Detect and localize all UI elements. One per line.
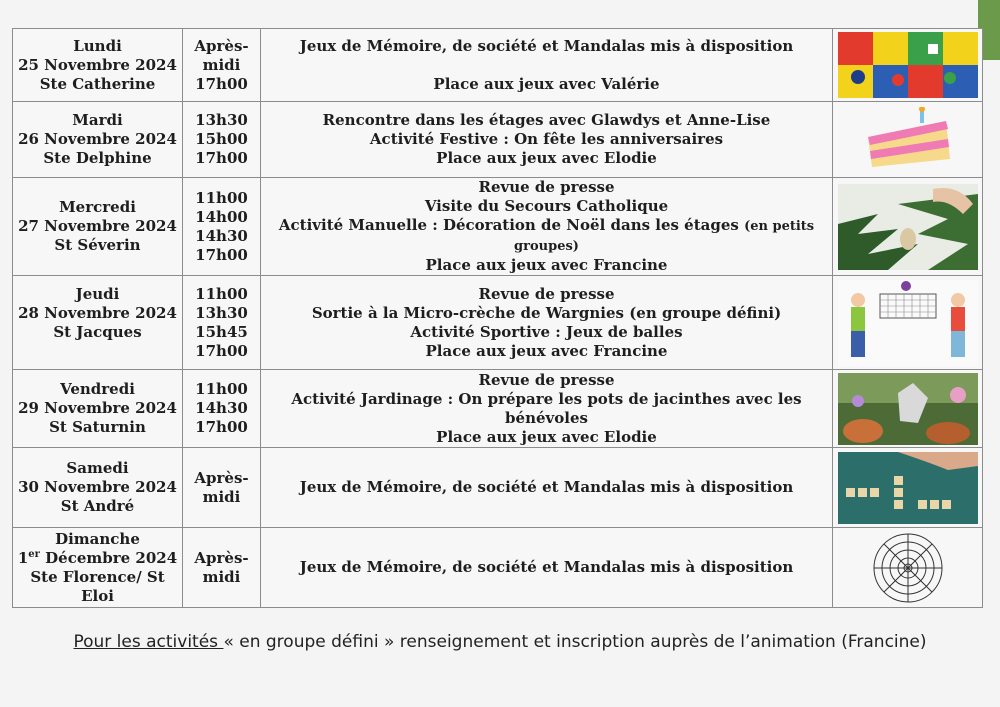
activity-label: Activité Sportive : Jeux de balles — [410, 322, 683, 341]
image-cell — [833, 528, 983, 608]
time-label: Après- — [194, 548, 249, 567]
day-cell — [13, 276, 183, 370]
time-cell — [183, 448, 261, 528]
table-row — [13, 276, 983, 370]
time-label: 15h00 — [195, 130, 248, 148]
activity-label: Place aux jeux avec Francine — [425, 341, 668, 360]
time-label: 17h00 — [195, 418, 248, 436]
day-date — [15, 549, 180, 568]
time-cell — [183, 102, 261, 178]
day-cell — [13, 370, 183, 448]
time-label: midi — [202, 487, 241, 506]
day-saint: St Saturnin — [49, 418, 146, 436]
image-cell — [833, 102, 983, 178]
day-cell — [13, 448, 183, 528]
time-label: 17h00 — [195, 341, 248, 360]
activity-label: Revue de presse — [478, 370, 615, 389]
time-label: 14h30 — [195, 399, 248, 417]
scrabble-photo — [838, 452, 978, 524]
time-label: 13h30 — [195, 303, 248, 322]
activity-cell — [261, 276, 833, 370]
footer-text: « en groupe défini » renseignement et inscription auprès de l’animation (Francine) — [223, 632, 927, 652]
time-label: midi — [202, 55, 241, 74]
activity-label-with-note — [263, 216, 830, 256]
activity-label: Place aux jeux avec Elodie — [436, 427, 657, 446]
activity-cell — [261, 29, 833, 102]
day-saint: St André — [60, 497, 135, 515]
footer-note — [0, 632, 1000, 652]
time-label: 14h30 — [195, 226, 248, 245]
time-label: 11h00 — [195, 284, 248, 303]
spacer — [15, 342, 180, 361]
day-name: Mercredi — [59, 198, 136, 216]
day-date: 25 Novembre 2024 — [18, 55, 177, 74]
activity-label: Jeux de Mémoire, de société et Mandalas mis à disposition — [299, 478, 794, 496]
activity-cell — [261, 102, 833, 178]
activity-label: Jeux de Mémoire, de société et Mandalas mis à disposition — [299, 558, 794, 576]
time-label: 17h00 — [195, 245, 248, 264]
day-date-month: Décembre 2024 — [39, 548, 178, 567]
day-cell — [13, 102, 183, 178]
activity-label: Revue de presse — [478, 284, 615, 303]
image-cell — [833, 370, 983, 448]
activity-label: Place aux jeux avec Valérie — [433, 74, 660, 93]
mandala-icon — [870, 532, 946, 604]
time-cell — [183, 178, 261, 276]
time-cell — [183, 276, 261, 370]
activity-label: Place aux jeux avec Elodie — [436, 149, 657, 167]
volleyball-seniors-icon — [838, 280, 978, 366]
weekly-schedule-table — [12, 28, 983, 608]
day-saint: St Jacques — [53, 322, 142, 341]
activity-cell — [261, 448, 833, 528]
christmas-decoration-photo — [838, 184, 978, 270]
activity-cell — [261, 370, 833, 448]
table-row — [13, 102, 983, 178]
day-date-ordinal: er — [28, 548, 40, 560]
gardening-photo — [838, 373, 978, 445]
activity-spacer — [263, 56, 830, 75]
time-label: 13h30 — [195, 111, 248, 129]
time-label: 11h00 — [195, 188, 248, 207]
board-game-photo — [838, 32, 978, 98]
time-label: 15h45 — [195, 322, 248, 341]
image-cell — [833, 29, 983, 102]
time-label: midi — [202, 567, 241, 586]
day-name: Dimanche — [55, 529, 140, 548]
activity-label: Activité Jardinage : On prépare les pots de jacinthes avec les bénévoles — [291, 389, 802, 427]
activity-note: (en petits groupes) — [514, 219, 815, 254]
time-cell — [183, 370, 261, 448]
image-cell — [833, 178, 983, 276]
day-cell — [13, 528, 183, 608]
day-cell — [13, 178, 183, 276]
birthday-cake-icon — [858, 107, 958, 173]
time-label: 17h00 — [195, 74, 248, 93]
day-cell — [13, 29, 183, 102]
activity-label: Activité Manuelle : Décoration de Noël dans les étages — [278, 216, 739, 234]
table-row — [13, 29, 983, 102]
activity-cell — [261, 178, 833, 276]
table-row — [13, 178, 983, 276]
time-label: Après- — [194, 468, 249, 487]
day-date: 30 Novembre 2024 — [18, 478, 177, 496]
activity-label: Place aux jeux avec Francine — [425, 256, 668, 274]
activity-label: Activité Festive : On fête les anniversaires — [369, 130, 724, 148]
day-name: Jeudi — [75, 284, 120, 303]
table-row — [13, 528, 983, 608]
day-date: 28 Novembre 2024 — [18, 303, 177, 322]
activity-label: Sortie à la Micro-crèche de Wargnies (en groupe défini) — [311, 303, 782, 322]
activity-label: Rencontre dans les étages avec Glawdys et Anne-Lise — [322, 111, 771, 129]
footer-underlined-text: Pour les activités — [73, 632, 224, 652]
activity-cell — [261, 528, 833, 608]
time-label: 11h00 — [195, 380, 248, 398]
activity-label: Revue de presse — [478, 178, 615, 196]
day-name: Mardi — [72, 111, 123, 129]
day-name: Lundi — [73, 36, 122, 55]
day-date: 29 Novembre 2024 — [18, 399, 177, 417]
time-cell — [183, 528, 261, 608]
activity-label: Jeux de Mémoire, de société et Mandalas mis à disposition — [299, 36, 794, 55]
time-label: Après- — [194, 36, 249, 55]
day-saint: Ste Catherine — [39, 74, 156, 93]
image-cell — [833, 448, 983, 528]
day-saint: St Séverin — [54, 236, 141, 254]
table-row — [13, 370, 983, 448]
day-saint: Ste Delphine — [43, 149, 152, 167]
day-date: 26 Novembre 2024 — [18, 130, 177, 148]
day-name: Samedi — [66, 459, 129, 477]
time-label: 17h00 — [195, 149, 248, 167]
day-date-number: 1 — [17, 548, 29, 567]
day-name: Vendredi — [60, 380, 135, 398]
activity-label: Visite du Secours Catholique — [424, 197, 669, 215]
day-saint: Ste Florence/ St Eloi — [30, 567, 165, 605]
time-label: 14h00 — [195, 207, 248, 226]
day-date: 27 Novembre 2024 — [18, 217, 177, 235]
image-cell — [833, 276, 983, 370]
table-row — [13, 448, 983, 528]
time-cell — [183, 29, 261, 102]
